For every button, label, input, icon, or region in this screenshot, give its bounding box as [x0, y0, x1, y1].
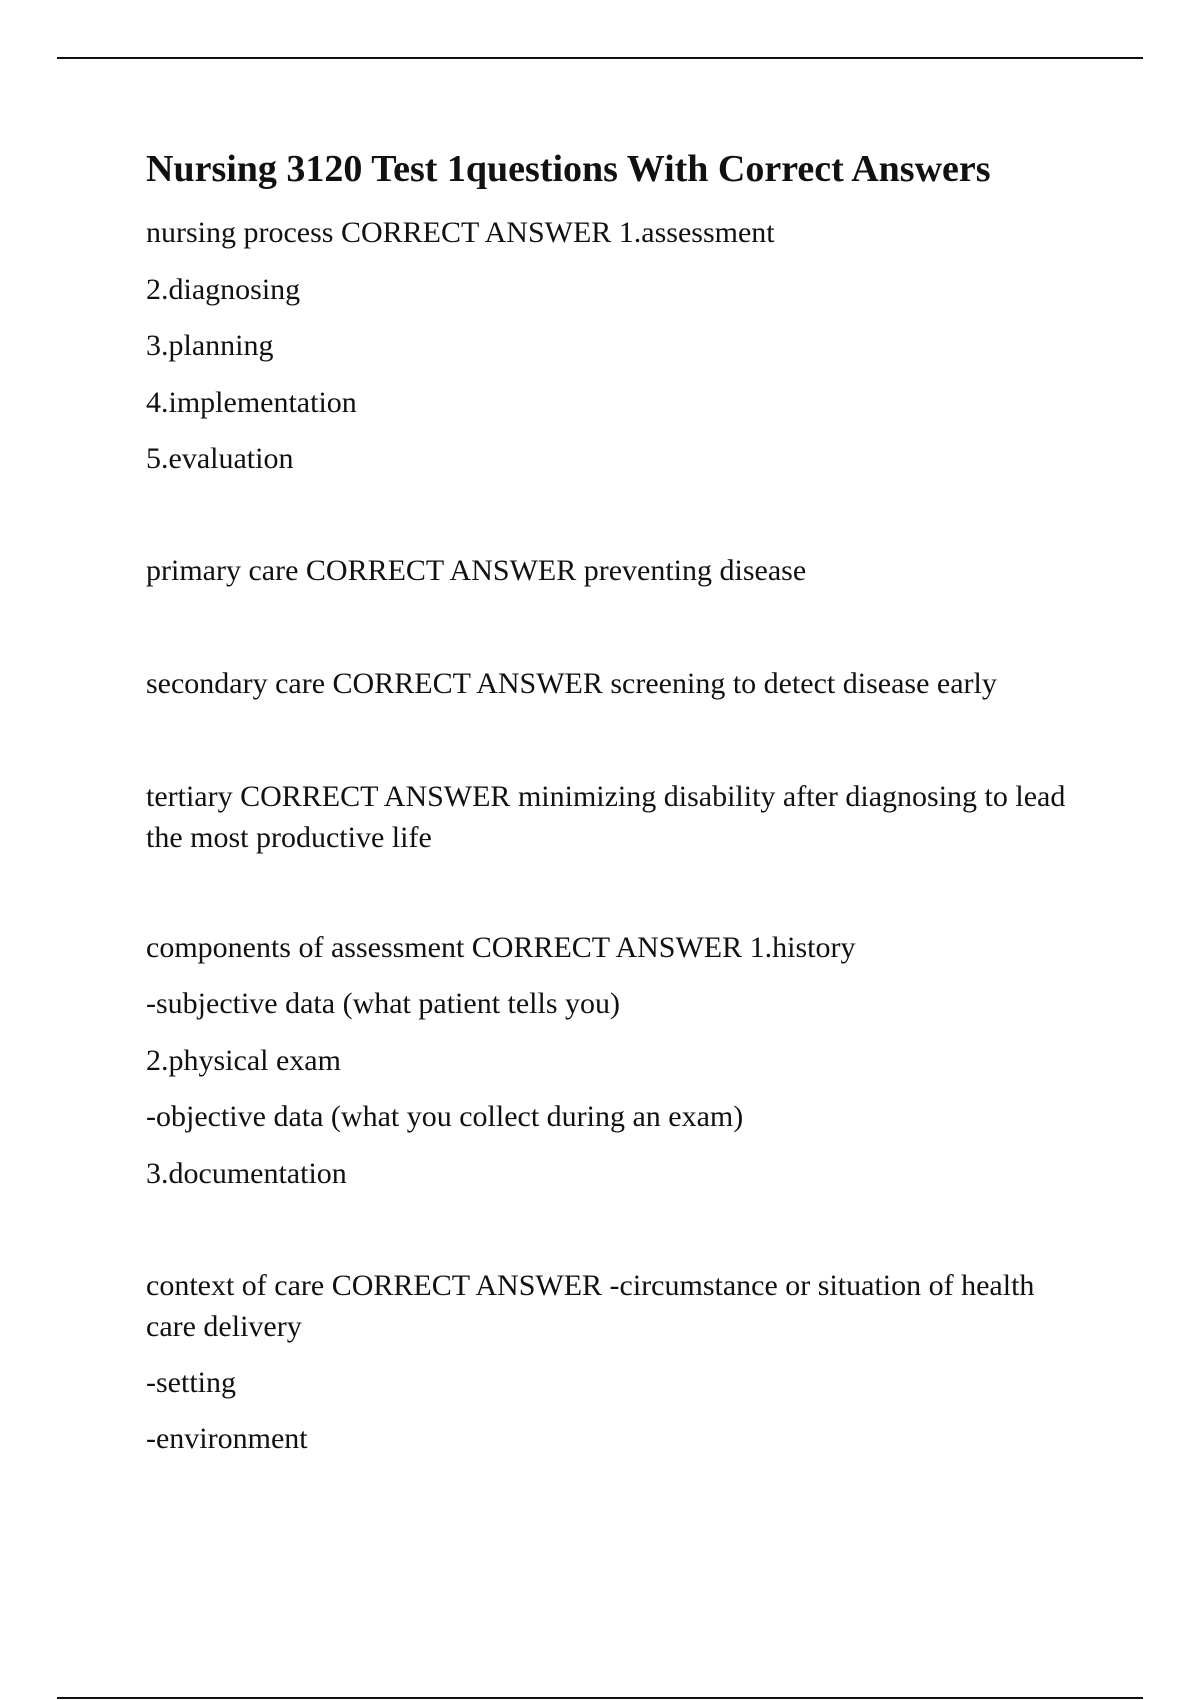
- nursing-process-step-5: 5.evaluation: [146, 442, 294, 475]
- document-body: [146, 145, 1086, 1455]
- components-of-assessment-objective: -objective data (what you collect during an exam): [146, 1100, 744, 1133]
- document-title: Nursing 3120 Test 1questions With Correct Answers: [146, 148, 991, 190]
- primary-care-qa: primary care CORRECT ANSWER preventing disease: [146, 554, 807, 587]
- secondary-care-qa: secondary care CORRECT ANSWER screening to detect disease early: [146, 667, 997, 700]
- components-of-assessment-documentation: 3.documentation: [146, 1157, 347, 1190]
- components-of-assessment-subjective: -subjective data (what patient tells you): [146, 987, 621, 1020]
- bottom-rule: [57, 1697, 1143, 1699]
- context-of-care-setting: -setting: [146, 1366, 236, 1399]
- context-of-care-environment: -environment: [146, 1422, 308, 1455]
- top-rule: [57, 57, 1143, 59]
- nursing-process-step-2: 2.diagnosing: [146, 273, 301, 306]
- nursing-process-question: nursing process CORRECT ANSWER 1.assessment: [146, 216, 775, 249]
- components-of-assessment-question: components of assessment CORRECT ANSWER 1.history: [146, 931, 856, 964]
- tertiary-care-qa: tertiary CORRECT ANSWER minimizing disability after diagnosing to lead the most productive life: [146, 780, 1066, 854]
- context-of-care-qa: context of care CORRECT ANSWER -circumstance or situation of health care delivery: [146, 1269, 1035, 1343]
- components-of-assessment-physical-exam: 2.physical exam: [146, 1044, 341, 1077]
- nursing-process-step-4: 4.implementation: [146, 386, 357, 419]
- nursing-process-step-3: 3.planning: [146, 329, 274, 362]
